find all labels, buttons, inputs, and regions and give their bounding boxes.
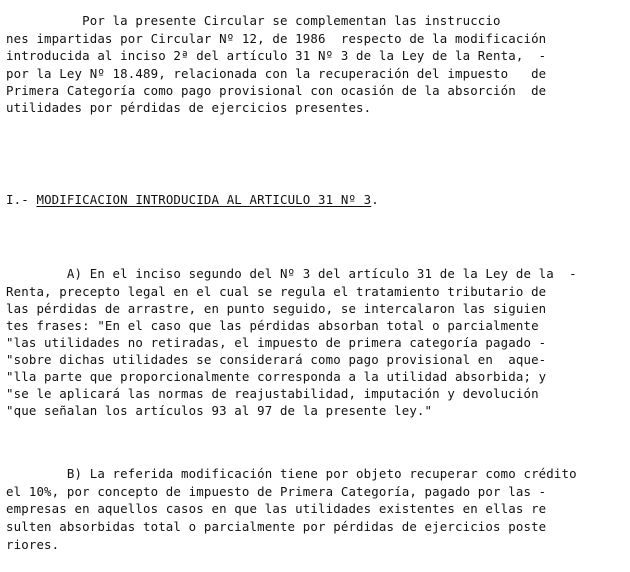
paragraph-a-line: tes frases: "En el caso que las pérdidas absorban total o parcialmente [6,318,539,333]
intro-line: utilidades por pérdidas de ejercicios presentes. [6,100,372,115]
paragraph-a-line: "se le aplicará las normas de reajustabilidad, imputación y devolución [6,386,539,401]
intro-line: Por la presente Circular se complementan las instruccio [6,13,501,28]
paragraph-b-line: riores. [6,537,60,552]
paragraph-a-line: "que señalan los artículos 93 al 97 de la presente ley." [6,403,433,418]
paragraph-b-line: empresas en aquellos casos en que las utilidades existentes en ellas re [6,501,547,516]
paragraph-a-line: "las utilidades no retiradas, el impuesto de primera categoría pagado - [6,335,547,350]
paragraph-a-line: "sobre dichas utilidades se considerará como pago provisional en aque- [6,352,547,367]
intro-line: Primera Categoría como pago provisional con ocasión de la absorción de [6,83,547,98]
paragraph-a-line: las pérdidas de arrastre, en punto seguido, se intercalaron las siguien [6,301,547,316]
paragraph-b-line: el 10%, por concepto de impuesto de Primera Categoría, pagado por las - [6,484,547,499]
intro-line: por la Ley Nº 18.489, relacionada con la recuperación del impuesto de [6,66,547,81]
paragraph-a-line: A) En el inciso segundo del Nº 3 del artículo 31 de la Ley de la - [6,266,577,281]
paragraph-a-line: "lla parte que proporcionalmente corresponda a la utilidad absorbida; y [6,369,547,384]
section-title: MODIFICACION INTRODUCIDA AL ARTICULO 31 Nº 3 [36,192,372,207]
intro-line: introducida al inciso 2ª del artículo 31 Nº 3 de la Ley de la Renta, - [6,48,547,63]
section-title-end: . [371,192,379,207]
intro-line: nes impartidas por Circular Nº 12, de 1986 respecto de la modificación [6,31,547,46]
section-number: I.- [6,192,37,207]
paragraph-b-line: sulten absorbidas total o parcialmente por pérdidas de ejercicios poste [6,519,547,534]
paragraph-b-line: B) La referida modificación tiene por objeto recuperar como crédito [6,466,577,481]
paragraph-a-line: Renta, precepto legal en el cual se regula el tratamiento tributario de [6,284,547,299]
section-heading [6,192,379,208]
